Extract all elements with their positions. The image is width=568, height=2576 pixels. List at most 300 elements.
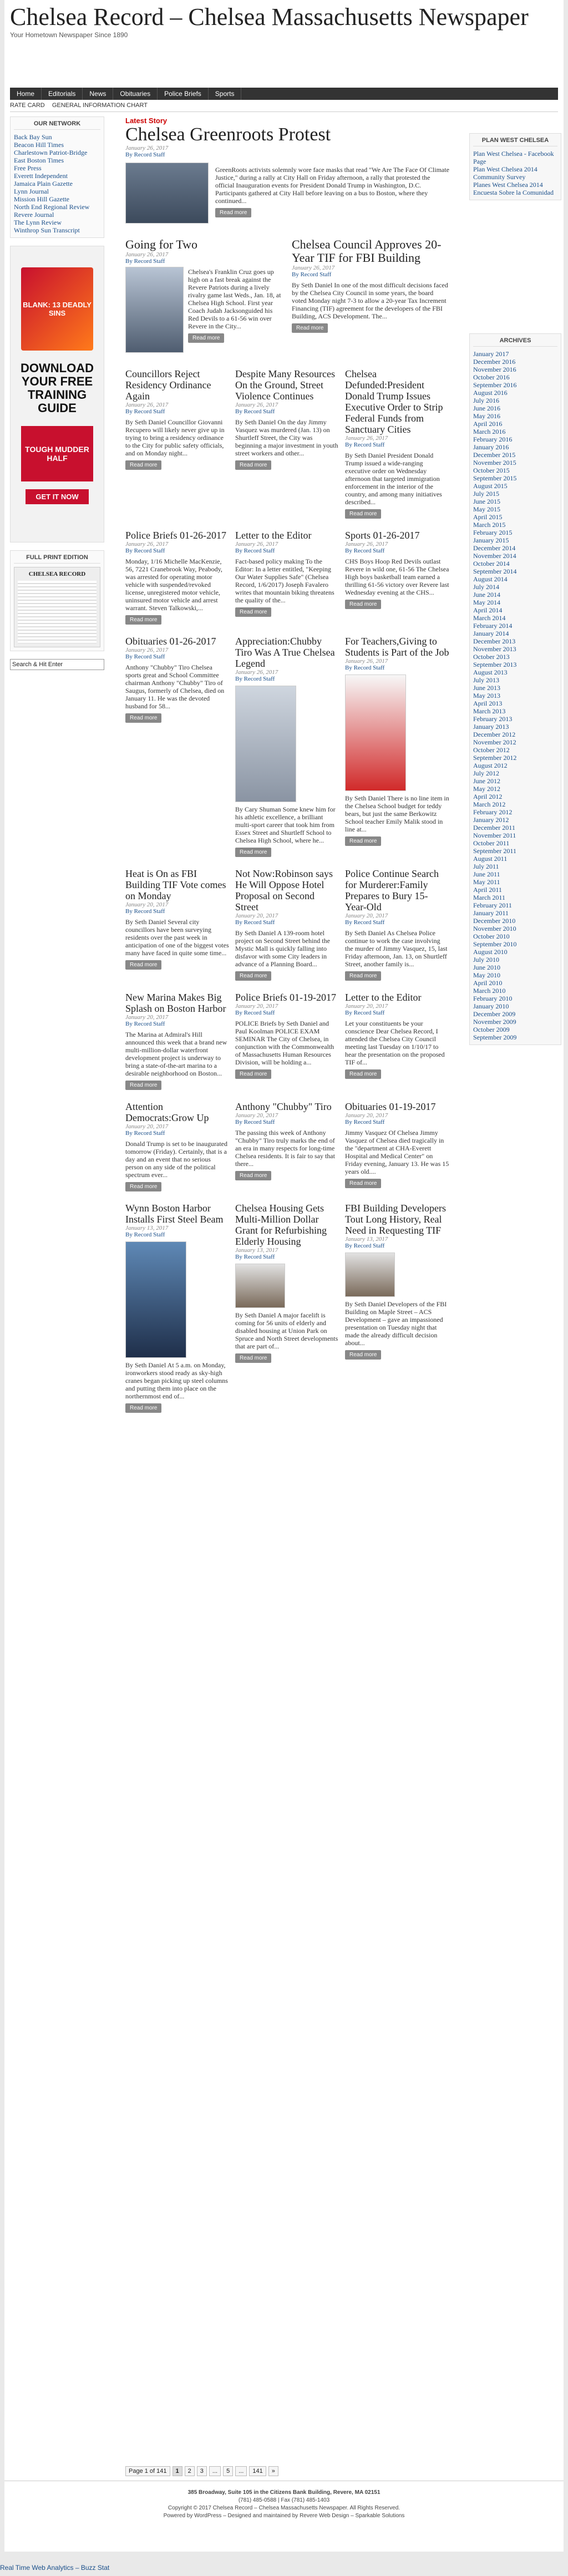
story-card — [345, 636, 449, 857]
network-widget — [10, 116, 104, 238]
archive-item-link[interactable]: October 2014 — [473, 560, 510, 567]
archive-item-link[interactable]: May 2010 — [473, 971, 500, 979]
story-title[interactable]: Going for Two — [125, 237, 198, 251]
plan-item-link[interactable]: Planes West Chelsea 2014 Encuesta Sobre la Comunidad — [473, 181, 554, 196]
story-title[interactable]: Anthony "Chubby" Tiro — [235, 1101, 332, 1112]
advertisement[interactable] — [10, 246, 104, 542]
read-more-button[interactable]: Read more — [215, 208, 251, 217]
story-grid — [125, 368, 449, 1413]
featured-story — [125, 238, 283, 355]
archive-item-link[interactable]: August 2013 — [473, 668, 508, 676]
story-image[interactable] — [345, 1252, 395, 1297]
story-byline[interactable]: By Record Staff — [345, 919, 385, 926]
story-title[interactable]: Obituaries 01-19-2017 — [345, 1101, 436, 1112]
network-item-link[interactable]: Free Press — [14, 164, 42, 172]
print-edition-page — [18, 581, 97, 643]
plan-item — [473, 150, 557, 165]
story-image[interactable] — [235, 1264, 285, 1308]
read-more-button[interactable]: Read more — [345, 836, 381, 846]
archive-item-link[interactable]: July 2011 — [473, 863, 499, 870]
archive-item-link[interactable]: November 2013 — [473, 645, 516, 653]
story-title[interactable]: Chelsea Defunded:President Donald Trump Issues Executive Order to Strip Federal Funds from Sanctuary Cities — [345, 368, 443, 435]
archive-item-link[interactable]: December 2014 — [473, 544, 516, 552]
archive-item — [473, 731, 557, 738]
analytics-link[interactable]: Real Time Web Analytics – Buzz Stat — [0, 2564, 110, 2572]
archive-item-link[interactable]: April 2012 — [473, 793, 503, 800]
archive-item-link[interactable]: February 2015 — [473, 529, 513, 536]
read-more-button[interactable]: Read more — [345, 600, 381, 609]
story-date: January 26, 2017 — [345, 658, 388, 665]
story-byline[interactable]: By Record Staff — [235, 1010, 275, 1016]
archive-item-link[interactable]: January 2017 — [473, 350, 509, 358]
archive-item-link[interactable]: August 2010 — [473, 948, 508, 956]
read-more-button[interactable]: Read more — [235, 460, 271, 470]
network-item-link[interactable]: Everett Independent — [14, 172, 68, 180]
story-excerpt: By Seth Daniel On the day Jimmy Vasquez was murdered (Jan. 13) on Shurtleff Street, the City was beginning a major investment in youth street workers and other... — [235, 418, 338, 457]
archive-item-link[interactable]: December 2015 — [473, 451, 516, 459]
read-more-button[interactable]: Read more — [345, 1179, 381, 1188]
story-card — [235, 530, 339, 625]
archive-item — [473, 622, 557, 630]
story-title[interactable]: Appreciation:Chubby Tiro Was A True Chelsea Legend — [235, 636, 335, 669]
archive-item — [473, 886, 557, 894]
archive-item-link[interactable]: October 2015 — [473, 466, 510, 474]
archive-item — [473, 754, 557, 762]
story-date: January 20, 2017 — [345, 912, 388, 919]
archive-item-link[interactable]: March 2016 — [473, 428, 506, 435]
archive-item-link[interactable]: June 2012 — [473, 777, 500, 785]
archive-item — [473, 800, 557, 808]
story-title[interactable]: Wynn Boston Harbor Installs First Steel Beam — [125, 1203, 224, 1225]
story-date: January 20, 2017 — [125, 901, 169, 908]
archive-item-link[interactable]: February 2010 — [473, 995, 513, 1002]
story-date: January 26, 2017 — [345, 435, 388, 442]
story-byline[interactable]: By Record Staff — [125, 547, 165, 554]
archive-item-link[interactable]: October 2010 — [473, 932, 510, 940]
story-title[interactable]: New Marina Makes Big Splash on Boston Harbor — [125, 992, 226, 1014]
page-link[interactable]: 3 — [197, 2466, 207, 2476]
archive-item-link[interactable]: January 2011 — [473, 909, 509, 917]
story-byline[interactable]: By Record Staff — [345, 1119, 385, 1125]
network-item-link[interactable]: Revere Journal — [14, 211, 54, 219]
read-more-button[interactable]: Read more — [292, 323, 328, 333]
read-more-button[interactable]: Read more — [235, 1069, 271, 1079]
story-byline[interactable]: By Record Staff — [235, 919, 275, 926]
story-byline[interactable]: By Record Staff — [235, 1254, 275, 1260]
read-more-button[interactable]: Read more — [235, 971, 271, 981]
archive-item — [473, 1026, 557, 1033]
story-byline[interactable]: By Record Staff — [125, 258, 165, 265]
archive-item-link[interactable]: January 2012 — [473, 816, 509, 824]
archive-item-link[interactable]: October 2012 — [473, 746, 510, 754]
archive-item-link[interactable]: February 2014 — [473, 622, 513, 630]
footer-credits[interactable]: Powered by WordPress – Designed and maintained by Revere Web Design – Sparkable Solutions — [163, 2513, 405, 2519]
archive-item-link[interactable]: September 2009 — [473, 1033, 517, 1041]
archive-item-link[interactable]: April 2015 — [473, 513, 503, 521]
archive-item-link[interactable]: July 2014 — [473, 583, 500, 591]
story-excerpt: By Seth Daniel There is no line item in the Chelsea School budget for teddy bears, but just the same Berkowitz School teacher Emily Malik stood in line at... — [345, 794, 449, 833]
story-date: January 26, 2017 — [235, 541, 278, 547]
archive-item — [473, 777, 557, 785]
nav-general-info[interactable]: GENERAL INFORMATION CHART — [52, 102, 148, 109]
archive-item-link[interactable]: November 2010 — [473, 925, 516, 932]
story-byline[interactable]: By Record Staff — [345, 665, 385, 671]
archive-item-link[interactable]: March 2013 — [473, 707, 506, 715]
archive-item — [473, 909, 557, 917]
lead-image[interactable] — [125, 163, 209, 224]
story-byline[interactable]: By Record Staff — [345, 547, 385, 554]
footer-phone: (781) 485-0588 | Fax (781) 485-1403 — [238, 2497, 330, 2503]
read-more-button[interactable]: Read more — [235, 607, 271, 617]
story-image[interactable] — [125, 1241, 186, 1358]
read-more-button[interactable]: Read more — [125, 960, 161, 970]
archive-item-link[interactable]: August 2016 — [473, 389, 508, 397]
archive-item-link[interactable]: June 2015 — [473, 498, 500, 505]
story-title[interactable]: Attention Democrats:Grow Up — [125, 1101, 209, 1123]
story-date: January 26, 2017 — [235, 402, 278, 408]
story-date: January 13, 2017 — [235, 1247, 278, 1254]
archive-item-link[interactable]: May 2013 — [473, 692, 500, 699]
print-edition-widget — [10, 550, 104, 651]
archive-item-link[interactable]: December 2013 — [473, 637, 516, 645]
featured-story — [292, 238, 449, 355]
archive-item — [473, 630, 557, 637]
archive-item — [473, 459, 557, 466]
read-more-button[interactable]: Read more — [345, 1350, 381, 1360]
archive-item — [473, 599, 557, 606]
archive-item-link[interactable]: June 2011 — [473, 870, 500, 878]
archive-item — [473, 940, 557, 948]
story-title[interactable]: Police Briefs 01-19-2017 — [235, 992, 336, 1003]
story-title[interactable]: Not Now:Robinson says He Will Oppose Hotel Proposal on Second Street — [235, 868, 333, 912]
network-item — [14, 195, 100, 203]
read-more-button[interactable]: Read more — [125, 460, 161, 470]
story-byline[interactable]: By Record Staff — [125, 1231, 165, 1238]
archive-item-link[interactable]: March 2015 — [473, 521, 506, 529]
archive-item — [473, 661, 557, 668]
archive-item — [473, 785, 557, 793]
main-content — [125, 116, 449, 1413]
archive-item-link[interactable]: January 2015 — [473, 536, 509, 544]
story-card — [345, 992, 449, 1090]
story-excerpt: Monday, 1/16 Michelle MacKenzie, 56, 7221 Cranebrook Way, Peabody, was arrested for operating motor vehicle with suspended/revoked license, unregistered motor vehicle, uninsured motor vehicle and arrest warrant. Steven Talkowski,... — [125, 557, 222, 612]
plan-item — [473, 165, 557, 181]
story-byline[interactable]: By Record Staff — [345, 1243, 385, 1249]
story-byline[interactable]: By Record Staff — [125, 908, 165, 915]
archive-item-link[interactable]: December 2011 — [473, 824, 515, 831]
read-more-button[interactable]: Read more — [345, 971, 381, 981]
search-input[interactable]: Search & Hit Enter — [10, 659, 104, 670]
read-more-button[interactable]: Read more — [235, 1353, 271, 1363]
site-title[interactable]: Chelsea Record – Chelsea Massachusetts Newspaper — [10, 3, 529, 31]
story-byline[interactable]: By Record Staff — [235, 408, 275, 415]
page-link[interactable]: ... — [235, 2466, 247, 2476]
archive-item-link[interactable]: February 2013 — [473, 715, 513, 723]
archive-item-link[interactable]: December 2009 — [473, 1010, 516, 1018]
archive-item-link[interactable]: April 2016 — [473, 420, 503, 428]
story-excerpt: By Seth Daniel Councillor Giovanni Recupero will likely never give up in trying to bring a residency ordinance to the City for public safety officials, and on Monday night... — [125, 418, 225, 457]
footer-address: 385 Broadway, Suite 105 in the Citizens Bank Building, Revere, MA 02151 — [187, 2489, 381, 2496]
print-edition-thumbnail[interactable] — [14, 567, 100, 647]
ad-headline: DOWNLOAD YOUR FREE TRAINING GUIDE — [21, 361, 94, 415]
plan-item-link[interactable]: Plan West Chelsea - Facebook Page — [473, 150, 554, 165]
archive-item-link[interactable]: March 2011 — [473, 894, 505, 901]
ad-cta-button[interactable]: GET IT NOW — [26, 489, 88, 504]
story-title[interactable]: Chelsea Housing Gets Multi-Million Dollar Grant for Refurbishing Elderly Housing — [235, 1203, 327, 1247]
story-byline[interactable]: By Record Staff — [235, 1119, 275, 1125]
archive-item — [473, 995, 557, 1002]
nav-editorials[interactable]: Editorials — [42, 88, 83, 100]
story-byline[interactable]: By Record Staff — [125, 1130, 165, 1137]
archive-item-link[interactable]: July 2016 — [473, 397, 500, 404]
story-date: January 13, 2017 — [125, 1225, 169, 1231]
archive-item-link[interactable]: April 2014 — [473, 606, 503, 614]
story-byline[interactable]: By Record Staff — [125, 653, 165, 660]
archive-item — [473, 451, 557, 459]
read-more-button[interactable]: Read more — [125, 1403, 161, 1413]
archive-item — [473, 575, 557, 583]
story-title[interactable]: Councillors Reject Residency Ordinance Again — [125, 368, 211, 402]
story-title[interactable]: For Teachers,Giving to Students is Part of the Job — [345, 636, 449, 658]
archive-item-link[interactable]: August 2012 — [473, 762, 508, 769]
story-byline[interactable]: By Record Staff — [125, 1021, 165, 1027]
archive-item-link[interactable]: September 2016 — [473, 381, 517, 389]
network-item-link[interactable]: Charlestown Patriot-Bridge — [14, 149, 88, 156]
archive-item-link[interactable]: December 2012 — [473, 731, 516, 738]
archive-item-link[interactable]: August 2014 — [473, 575, 508, 583]
archive-item — [473, 536, 557, 544]
story-title[interactable]: Chelsea Council Approves 20-Year TIF for FBI Building — [292, 237, 442, 265]
story-title[interactable]: Letter to the Editor — [235, 530, 312, 541]
read-more-button[interactable]: Read more — [235, 848, 271, 857]
archive-item-link[interactable]: September 2012 — [473, 754, 517, 762]
archive-item — [473, 552, 557, 560]
main-nav — [10, 88, 558, 100]
archive-item-link[interactable]: November 2015 — [473, 459, 516, 466]
archive-item-link[interactable]: August 2015 — [473, 482, 508, 490]
page-shell — [4, 0, 564, 2552]
story-title[interactable]: FBI Building Developers Tout Long History, Real Need in Requesting TIF — [345, 1203, 446, 1236]
archive-item — [473, 583, 557, 591]
archive-item-link[interactable]: May 2015 — [473, 505, 500, 513]
archive-item — [473, 466, 557, 474]
network-item — [14, 219, 100, 226]
story-excerpt: Chelsea's Franklin Cruz goes up high on a fast break against the Revere Patriots during a lively rivalry game last Weds., Jan. 18, at Chelsea High School. First year Coach Judah Jacksonguided his Red Devils to a 61-56 win over Revere in the City... — [188, 268, 281, 330]
network-item-link[interactable]: Back Bay Sun — [14, 133, 52, 141]
page-link[interactable]: 5 — [223, 2466, 233, 2476]
archive-item — [473, 428, 557, 435]
network-item — [14, 203, 100, 211]
read-more-button[interactable]: Read more — [345, 1069, 381, 1079]
archive-item-link[interactable]: September 2011 — [473, 847, 516, 855]
nav-police-briefs[interactable]: Police Briefs — [158, 88, 209, 100]
lead-story — [125, 116, 449, 224]
page-link[interactable]: 1 — [173, 2466, 182, 2476]
page-link[interactable]: 2 — [185, 2466, 195, 2476]
story-title[interactable]: Obituaries 01-26-2017 — [125, 636, 216, 647]
read-more-button[interactable]: Read more — [345, 509, 381, 519]
archive-item — [473, 894, 557, 901]
archive-item-link[interactable]: December 2016 — [473, 358, 516, 366]
archive-item — [473, 389, 557, 397]
archive-item-link[interactable]: February 2016 — [473, 435, 513, 443]
archive-item — [473, 482, 557, 490]
story-excerpt: By Seth Daniel President Donald Trump issued a wide-ranging executive order on Wednesday afternoon that targeted immigration enforcement in the interior of the country, and among many initiatives described... — [345, 452, 442, 506]
archive-item-link[interactable]: April 2010 — [473, 979, 503, 987]
archive-item-link[interactable]: November 2011 — [473, 831, 516, 839]
read-more-button[interactable]: Read more — [235, 1171, 271, 1180]
archive-item-link[interactable]: October 2009 — [473, 1026, 510, 1033]
archive-item-link[interactable]: March 2014 — [473, 614, 506, 622]
archive-item-link[interactable]: May 2012 — [473, 785, 500, 793]
story-image[interactable] — [125, 267, 184, 353]
archive-item-link[interactable]: May 2016 — [473, 412, 500, 420]
archive-item — [473, 956, 557, 964]
archive-item-link[interactable]: January 2010 — [473, 1002, 509, 1010]
story-card — [125, 636, 230, 857]
archive-item-link[interactable]: October 2016 — [473, 373, 510, 381]
story-byline[interactable]: By Record Staff — [345, 1010, 385, 1016]
archive-item-link[interactable]: November 2016 — [473, 366, 516, 373]
archive-item-link[interactable]: May 2011 — [473, 878, 500, 886]
story-title[interactable]: Police Briefs 01-26-2017 — [125, 530, 226, 541]
archive-item-link[interactable]: November 2009 — [473, 1018, 516, 1026]
archive-item-link[interactable]: September 2010 — [473, 940, 517, 948]
story-image[interactable] — [235, 686, 296, 802]
lead-byline[interactable]: By Record Staff — [125, 151, 165, 158]
archive-item-link[interactable]: January 2013 — [473, 723, 509, 731]
story-byline[interactable]: By Record Staff — [235, 547, 275, 554]
story-card — [125, 992, 230, 1090]
footer-copyright: Copyright © 2017 Chelsea Record – Chelsea Massachusetts Newspaper. All Rights Reserved. — [168, 2505, 400, 2511]
lead-text — [215, 163, 449, 224]
archive-item — [473, 816, 557, 824]
story-card — [235, 992, 339, 1090]
archive-item — [473, 831, 557, 839]
archive-item-link[interactable]: June 2014 — [473, 591, 500, 599]
story-title[interactable]: Police Continue Search for Murderer:Family Prepares to Bury 15-Year-Old — [345, 868, 439, 912]
archive-item-link[interactable]: December 2010 — [473, 917, 516, 925]
nav-home[interactable]: Home — [10, 88, 42, 100]
story-image[interactable] — [345, 675, 406, 791]
story-date: January 13, 2017 — [345, 1236, 388, 1243]
lead-title[interactable]: Chelsea Greenroots Protest — [125, 124, 331, 145]
read-more-button[interactable]: Read more — [125, 1081, 161, 1090]
story-date: January 26, 2017 — [235, 669, 278, 676]
read-more-button[interactable]: Read more — [125, 615, 161, 625]
archive-item-link[interactable]: November 2012 — [473, 738, 516, 746]
story-date: January 20, 2017 — [345, 1112, 388, 1119]
plan-item-link[interactable]: Plan West Chelsea 2014 Community Survey — [473, 165, 537, 181]
archive-item-link[interactable]: April 2011 — [473, 886, 502, 894]
archive-item-link[interactable]: July 2015 — [473, 490, 500, 498]
network-item-link[interactable]: Mission Hill Gazette — [14, 195, 69, 203]
nav-sports[interactable]: Sports — [209, 88, 242, 100]
archive-item-link[interactable]: July 2012 — [473, 769, 500, 777]
ad-artwork: BLANK: 13 DEADLY SINS — [21, 267, 93, 351]
archive-item-link[interactable]: June 2016 — [473, 404, 500, 412]
archive-item — [473, 645, 557, 653]
lead-excerpt: GreenRoots activists solemnly wore face masks that read "We Are The Face Of Climate Justice," during a rally at City Hall on Friday afternoon, a rally that protested the official Inauguration events for President Donald Trump in Washington, D.C. Participants gathered at City Hall before leaving on a bus to Boston, where they continued... — [215, 166, 449, 205]
archive-item-link[interactable]: July 2013 — [473, 676, 500, 684]
archive-item-link[interactable]: January 2014 — [473, 630, 509, 637]
story-title[interactable]: Despite Many Resources On the Ground, Street Violence Continues — [235, 368, 335, 402]
archive-item-link[interactable]: February 2011 — [473, 901, 512, 909]
network-item-link[interactable]: Jamaica Plain Gazette — [14, 180, 73, 187]
story-date: January 20, 2017 — [235, 1003, 278, 1010]
story-byline[interactable]: By Record Staff — [345, 442, 385, 448]
story-byline[interactable]: By Record Staff — [292, 271, 332, 278]
story-excerpt: The Marina at Admiral's Hill announced this week that a brand new multi-million-dollar waterfront development project is underway to bring a state-of-the-art marina to a desirable neighborhood on Boston... — [125, 1031, 227, 1077]
archive-item-link[interactable]: January 2016 — [473, 443, 509, 451]
archive-item-link[interactable]: June 2010 — [473, 964, 500, 971]
archive-item-link[interactable]: May 2014 — [473, 599, 500, 606]
archive-item — [473, 839, 557, 847]
story-card — [345, 1203, 449, 1413]
story-date: January 20, 2017 — [345, 1003, 388, 1010]
archive-item-link[interactable]: March 2012 — [473, 800, 506, 808]
archive-item — [473, 435, 557, 443]
page-link[interactable]: 141 — [249, 2466, 266, 2476]
nav-rate-card[interactable]: RATE CARD — [10, 102, 45, 109]
story-date: January 20, 2017 — [235, 912, 278, 919]
archive-item-link[interactable]: April 2013 — [473, 699, 503, 707]
network-item-link[interactable]: Winthrop Sun Transcript — [14, 226, 80, 234]
story-excerpt: Jimmy Vasquez Of Chelsea Jimmy Vasquez of Chelsea died tragically in the "department at CHA-Everett Hospital and Medical Center" on Friday evening, January 13. He was 15 years old.... — [345, 1129, 449, 1175]
archive-item-link[interactable]: October 2011 — [473, 839, 510, 847]
read-more-button[interactable]: Read more — [188, 333, 224, 343]
story-title[interactable]: Sports 01-26-2017 — [345, 530, 420, 541]
network-item-link[interactable]: East Boston Times — [14, 156, 64, 164]
read-more-button[interactable]: Read more — [125, 713, 161, 723]
page-link[interactable]: » — [268, 2466, 278, 2476]
archive-item — [473, 932, 557, 940]
archive-item — [473, 987, 557, 995]
archive-item-link[interactable]: August 2011 — [473, 855, 508, 863]
network-item-link[interactable]: Beacon Hill Times — [14, 141, 64, 149]
archive-item-link[interactable]: July 2010 — [473, 956, 500, 964]
story-title[interactable]: Letter to the Editor — [345, 992, 422, 1003]
story-byline[interactable]: By Record Staff — [235, 676, 275, 682]
network-item — [14, 226, 100, 234]
archive-item-link[interactable]: March 2010 — [473, 987, 506, 995]
story-title[interactable]: Heat is On as FBI Building TIF Vote comes on Monday — [125, 868, 226, 901]
archive-item — [473, 358, 557, 366]
archive-item-link[interactable]: September 2014 — [473, 567, 517, 575]
nav-obituaries[interactable]: Obituaries — [113, 88, 158, 100]
story-date: January 26, 2017 — [125, 251, 169, 258]
archive-item-link[interactable]: October 2013 — [473, 653, 510, 661]
archive-item-link[interactable]: June 2013 — [473, 684, 500, 692]
network-item-link[interactable]: North End Regional Review — [14, 203, 90, 211]
archive-item-link[interactable]: November 2014 — [473, 552, 516, 560]
plan-title: PLAN WEST CHELSEA — [473, 137, 557, 146]
story-card — [125, 1203, 230, 1413]
network-item-link[interactable]: The Lynn Review — [14, 219, 62, 226]
network-item-link[interactable]: Lynn Journal — [14, 187, 49, 195]
story-card — [125, 368, 230, 519]
read-more-button[interactable]: Read more — [125, 1182, 161, 1191]
archive-item-link[interactable]: September 2013 — [473, 661, 517, 668]
page-link[interactable]: ... — [209, 2466, 221, 2476]
story-card — [345, 868, 449, 981]
story-excerpt: By Seth Daniel Developers of the FBI Building on Maple Street – ACS Development – gave an impassioned presentation on Tuesday night that made the already difficult decision about... — [345, 1300, 447, 1347]
story-byline[interactable]: By Record Staff — [125, 408, 165, 415]
nav-news[interactable]: News — [83, 88, 113, 100]
archive-item-link[interactable]: September 2015 — [473, 474, 517, 482]
story-card — [235, 1101, 339, 1191]
archive-item-link[interactable]: February 2012 — [473, 808, 513, 816]
